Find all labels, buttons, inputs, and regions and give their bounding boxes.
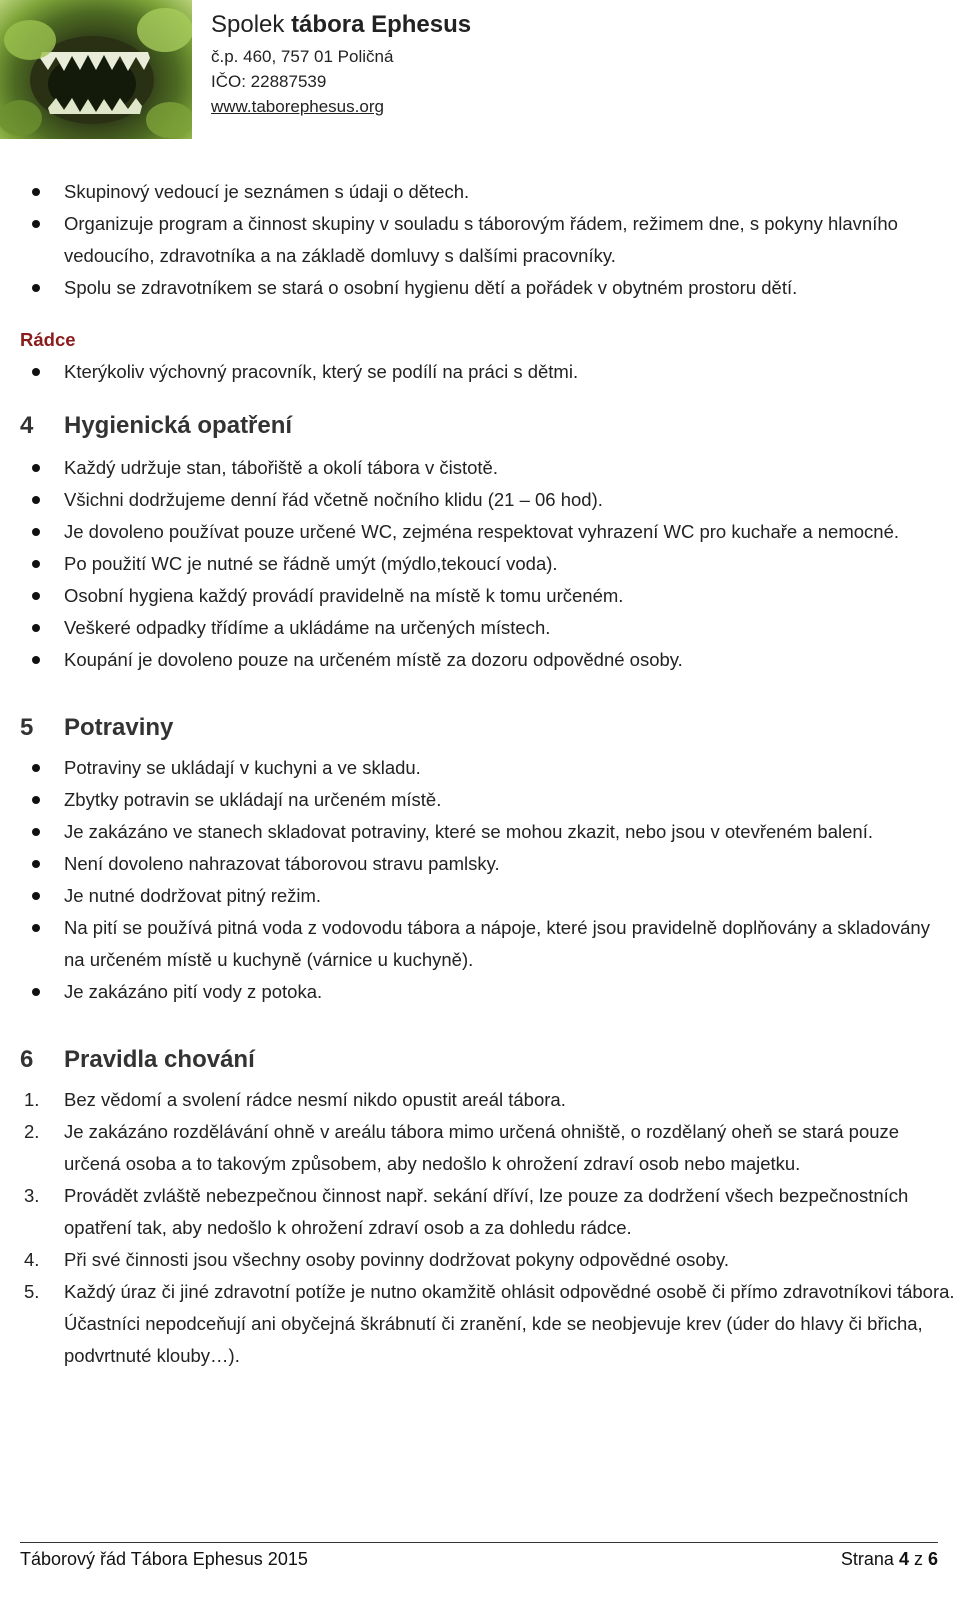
document-body [20,176,955,1372]
section-heading-food: 5 Potraviny [20,714,174,741]
conduct-list [20,1084,955,1372]
list-item: Zbytky potravin se ukládají na určeném místě. [20,784,955,816]
list-item: Veškeré odpadky třídíme a ukládáme na určených místech. [20,612,955,644]
list-item: 2. Je zakázáno rozdělávání ohně v areálu tábora mimo určená ohniště, o rozdělaný oheň se stará pouze určená osoba a to takovým způsobem, aby nedošlo k ohrožení zdraví osob nebo majetku. [24,1121,900,1174]
footer-document-title: Táborový řád Tábora Ephesus 2015 [20,1549,308,1569]
page-number: Strana 4 z 6 [840,1549,938,1569]
list-item: Osobní hygiena každý provádí pravidelně na místě k tomu určeném. [20,580,955,612]
list-item: Koupání je dovoleno pouze na určeném místě za dozoru odpovědné osoby. [20,644,955,676]
list-item: Potraviny se ukládají v kuchyni a ve skladu. [20,752,955,784]
list-item: Je zakázáno ve stanech skladovat potraviny, které se mohou zkazit, nebo jsou v otevřeném balení. [20,816,955,848]
list-item: 1. Bez vědomí a svolení rádce nesmí nikdo opustit areál tábora. [24,1089,566,1110]
list-item: 3. Provádět zvláště nebezpečnou činnost např. sekání dříví, lze pouze za dodržení všech bezpečnostních opatření tak, aby nedošlo k ohrožení zdraví osob a za dohledu rádce. [24,1185,909,1238]
list-item: Spolu se zdravotníkem se stará o osobní hygienu dětí a pořádek v obytném prostoru dětí. [20,272,955,304]
list-item: Po použití WC je nutné se řádně umýt (mýdlo,tekoucí voda). [20,548,955,580]
page-footer [20,1542,938,1571]
list-item: Je zakázáno pití vody z potoka. [20,976,955,1008]
logo-image [0,0,192,139]
list-item: Není dovoleno nahrazovat táborovou stravu pamlsky. [20,848,955,880]
list-item: Organizuje program a činnost skupiny v souladu s táborovým řádem, režimem dne, s pokyny hlavního vedoucího, zdravotníka a na základě domluvy s dalšími pracovníky. [20,208,955,272]
organization-address: č.p. 460, 757 01 Poličná [211,47,394,66]
list-item: 5. Každý úraz či jiné zdravotní potíže je nutno okamžitě ohlásit odpovědné osobě či přímo zdravotníkovi tábora. Účastníci nepodceňují ani obyčejná škrábnutí či zranění, kde se neobjevuje krev (úder do hlavy či břicha, podvrtnuté klouby…). [24,1281,955,1366]
list-item: Všichni dodržujeme denní řád včetně nočního klidu (21 – 06 hod). [20,484,955,516]
list-item: Je dovoleno používat pouze určené WC, zejména respektovat vyhrazení WC pro kuchaře a nemocné. [20,516,955,548]
section-heading-hygiene: 4 Hygienická opatření [20,412,293,439]
list-item: Kterýkoliv výchovný pracovník, který se podílí na práci s dětmi. [20,356,955,388]
organization-ico: IČO: 22887539 [211,72,327,91]
food-list [20,752,955,1008]
list-item: Je nutné dodržovat pitný režim. [20,880,955,912]
list-item: Každý udržuje stan, tábořiště a okolí tábora v čistotě. [20,452,955,484]
radce-heading: Rádce [20,329,76,350]
section-heading-conduct: 6 Pravidla chování [20,1046,255,1073]
list-item: 4. Při své činnosti jsou všechny osoby povinny dodržovat pokyny odpovědné osoby. [24,1249,730,1270]
hygiene-list [20,452,955,676]
list-item: Skupinový vedoucí je seznámen s údaji o dětech. [20,176,955,208]
list-item: Na pití se používá pitná voda z vodovodu tábora a nápoje, které jsou pravidelně doplňovány a skladovány na určeném místě u kuchyně (várnice u kuchyně). [20,912,955,976]
organization-header [211,10,471,119]
organization-name: Spolek tábora Ephesus [211,11,472,38]
radce-list [20,356,955,388]
organization-website-link[interactable]: www.taborephesus.org [211,97,384,116]
intro-list [20,176,955,304]
dragon-mouth-logo [0,0,192,139]
